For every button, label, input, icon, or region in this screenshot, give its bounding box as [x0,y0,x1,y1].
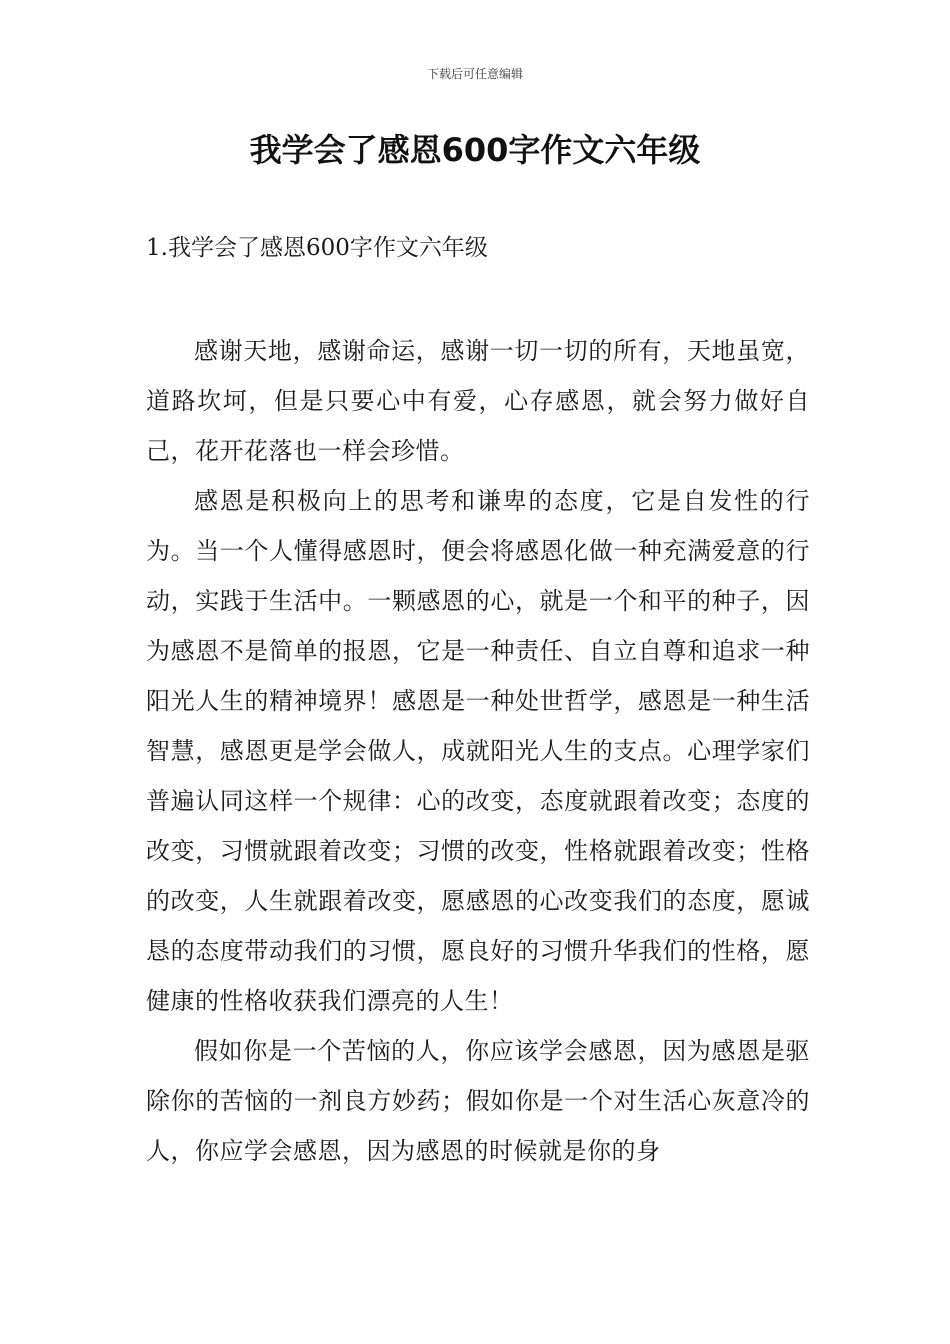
document-title: 我学会了感恩600字作文六年级 [249,131,701,169]
paragraph-2: 感恩是积极向上的思考和谦卑的态度，它是自发性的行为。当一个人懂得感恩时，便会将感恩化做一种充满爱意的行动，实践于生活中。一颗感恩的心，就是一个和平的种子，因为感恩不是简单的报恩，它是一种责任、自立自尊和追求一种阳光人生的精神境界！感恩是一种处世哲学，感恩是一种生活智慧，感恩更是学会做人，成就阳光人生的支点。心理学家们普遍认同这样一个规律：心的改变，态度就跟着改变；态度的改变，习惯就跟着改变；习惯的改变，性格就跟着改变；性格的改变，人生就跟着改变，愿感恩的心改变我们的态度，愿诚恳的态度带动我们的习惯，愿良好的习惯升华我们的性格，愿健康的性格收获我们漂亮的人生！ [146,487,810,1015]
paragraph-1: 感谢天地，感谢命运，感谢一切一切的所有，天地虽宽，道路坎坷，但是只要心中有爱，心存感恩，就会努力做好自己，花开花落也一样会珍惜。 [146,337,810,465]
paragraph-3: 假如你是一个苦恼的人，你应该学会感恩，因为感恩是驱除你的苦恼的一剂良方妙药；假如你是一个对生活心灰意冷的人，你应学会感恩，因为感恩的时候就是你的身 [146,1037,810,1165]
header-note: 下载后可任意编辑 [426,67,523,81]
section-heading: 1.我学会了感恩600字作文六年级 [146,235,488,261]
document-body [146,326,810,1176]
